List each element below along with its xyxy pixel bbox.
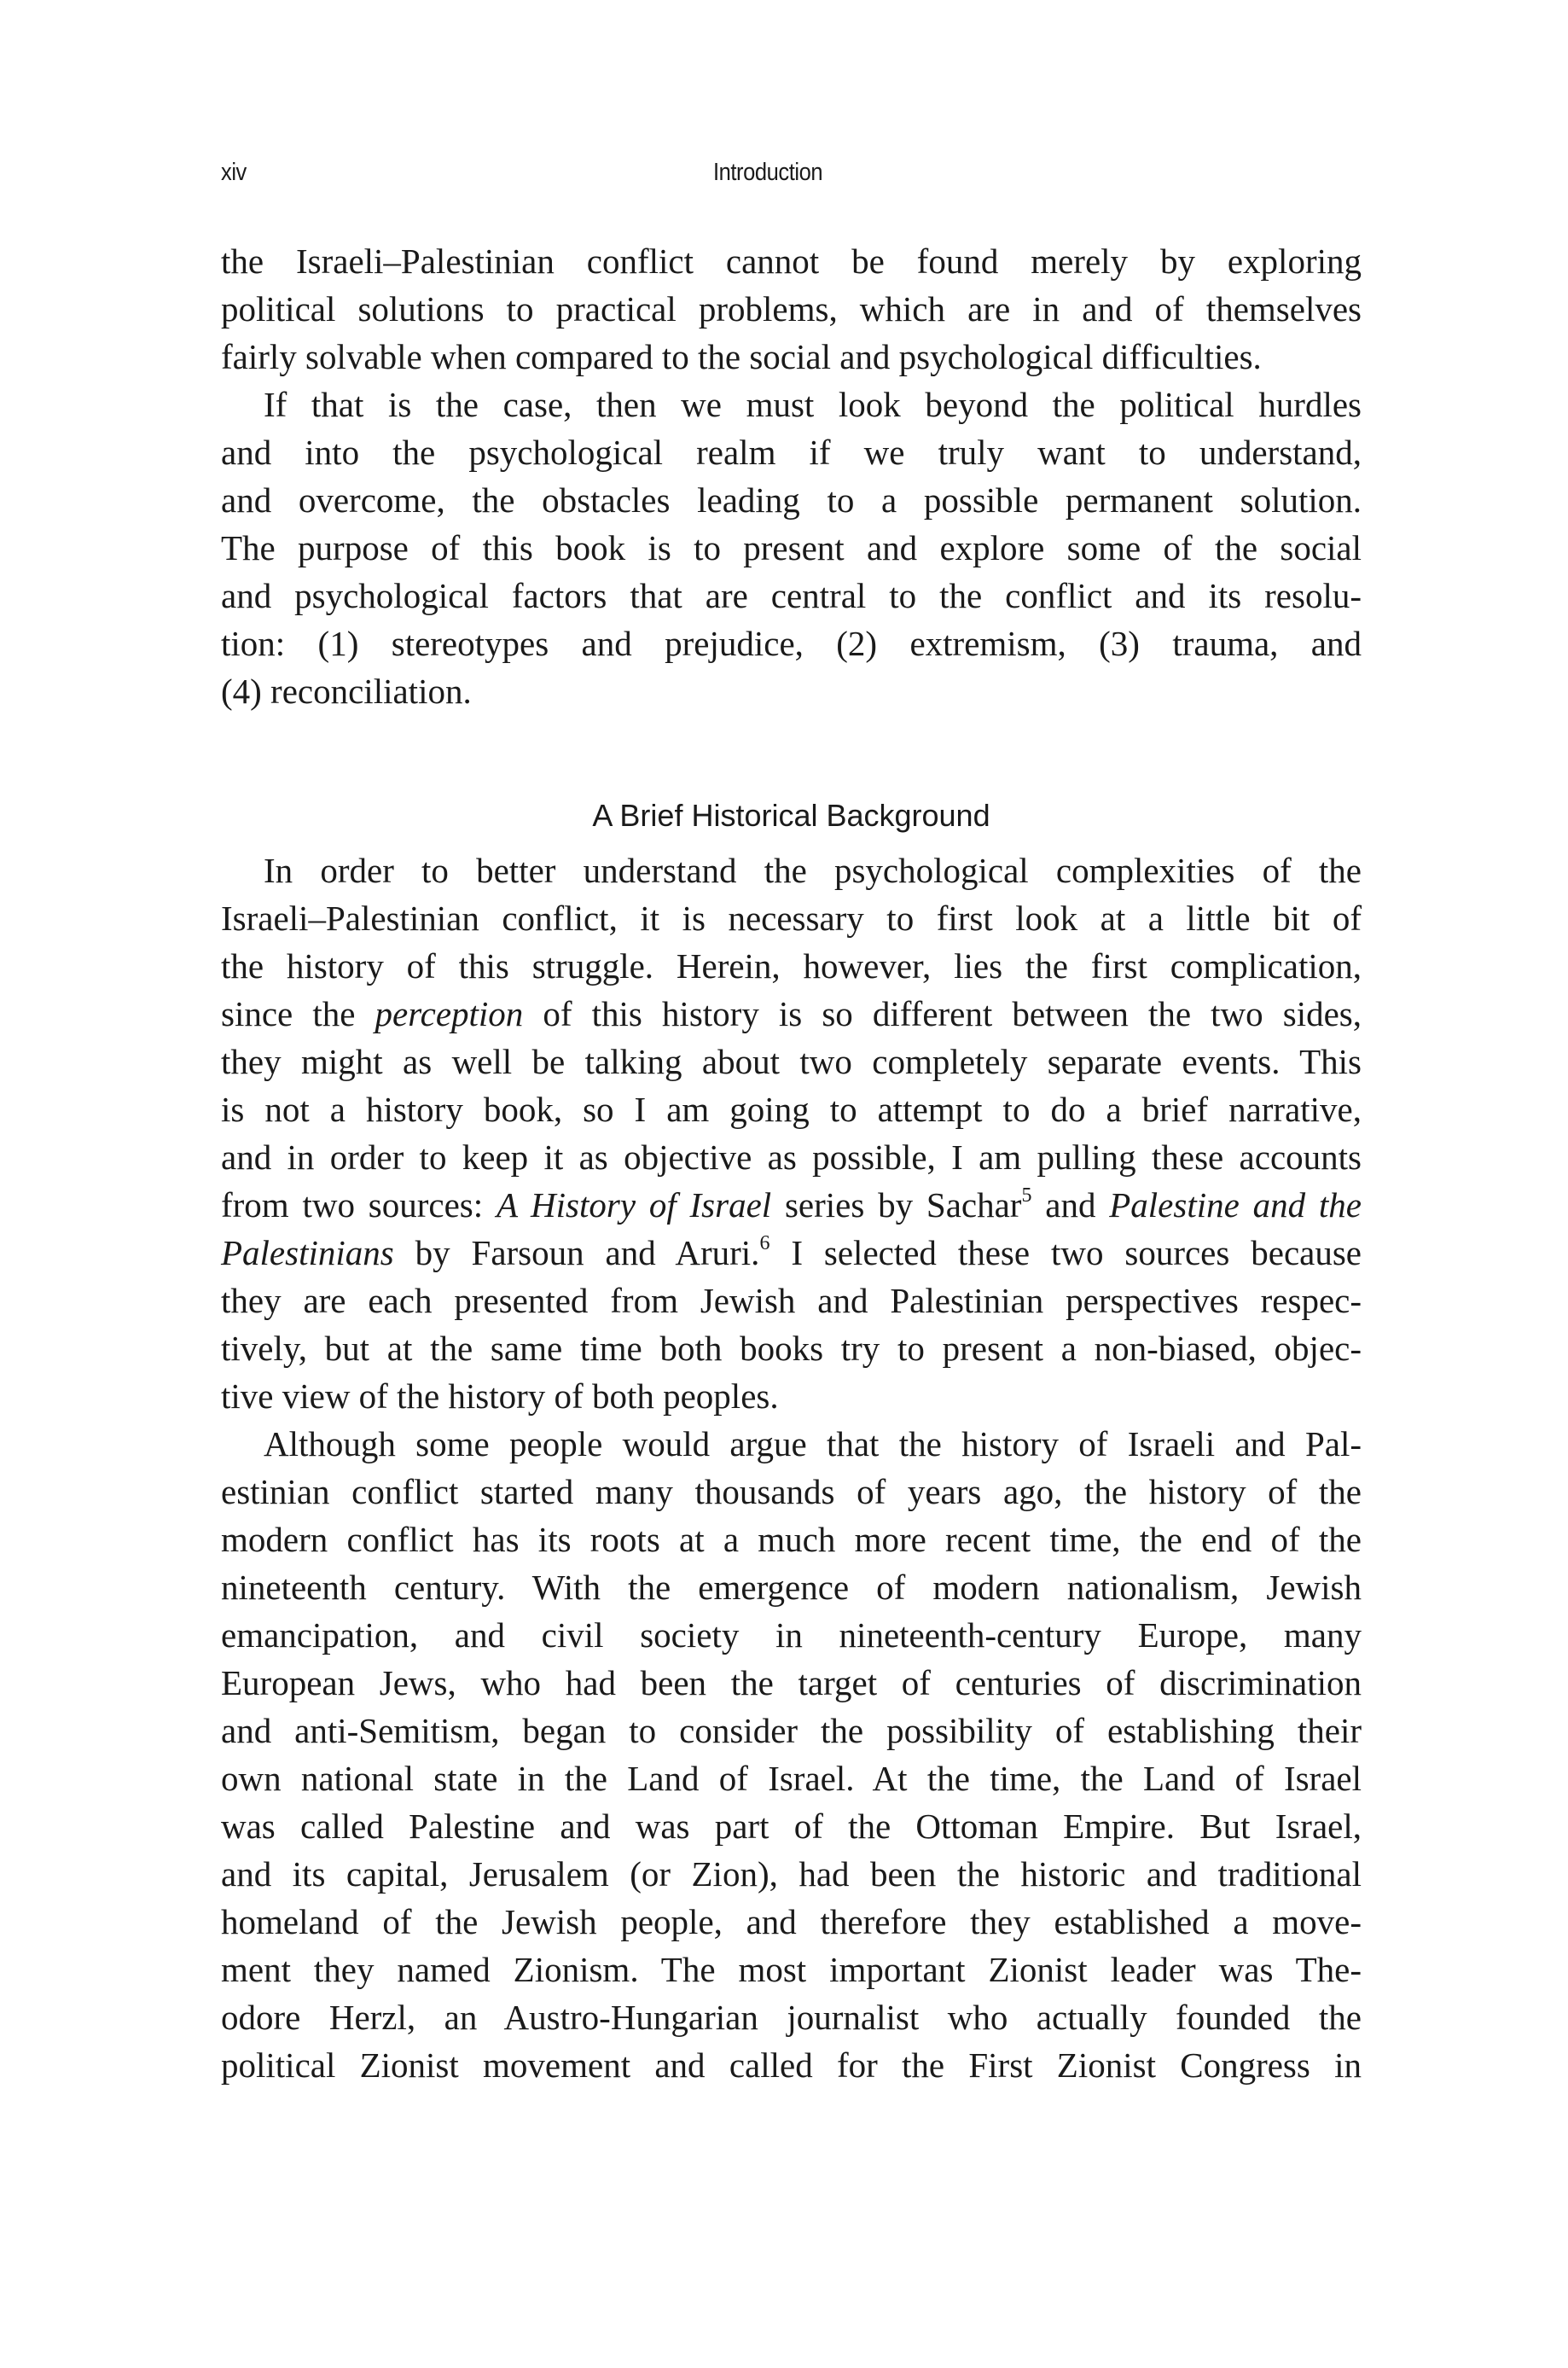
text-line bbox=[221, 1420, 1362, 1468]
text-line bbox=[221, 1850, 1362, 1898]
text-line bbox=[221, 847, 1362, 894]
text-run: and anti-Semitism, began to consider the possibility of establishing their bbox=[221, 1711, 1362, 1750]
text-line bbox=[221, 1946, 1362, 1993]
text-line bbox=[221, 381, 1362, 428]
footnote-ref: 5 bbox=[1021, 1184, 1032, 1207]
text-run: was called Palestine and was part of the Ottoman Empire. But Israel, bbox=[221, 1807, 1362, 1846]
text-run: Israeli–Palestinian conflict, it is necessary to first look at a little bit of bbox=[221, 899, 1362, 938]
text-run: they might as well be talking about two completely separate events. This bbox=[221, 1042, 1362, 1081]
text-run: and overcome, the obstacles leading to a possible permanent solution. bbox=[221, 480, 1362, 520]
text-line bbox=[221, 894, 1362, 942]
text-run: since the bbox=[221, 994, 375, 1033]
text-line bbox=[221, 1324, 1362, 1372]
text-run: tive view of the history of both peoples. bbox=[221, 1376, 779, 1416]
text-run: (4) reconciliation. bbox=[221, 672, 472, 711]
text-line bbox=[221, 333, 1362, 381]
italic-text: Palestinians bbox=[221, 1233, 394, 1272]
text-line bbox=[221, 1085, 1362, 1133]
text-run: own national state in the Land of Israel. At the time, the Land of Israel bbox=[221, 1759, 1362, 1798]
text-line bbox=[221, 667, 1362, 715]
text-line bbox=[221, 942, 1362, 990]
running-header: Introduction bbox=[713, 159, 823, 186]
italic-text: Palestine and the bbox=[1109, 1185, 1362, 1225]
text-run: tion: (1) stereotypes and prejudice, (2) extremism, (3) trauma, and bbox=[221, 624, 1362, 663]
text-run: and psychological factors that are central to the conflict and its resolu- bbox=[221, 576, 1362, 615]
text-line bbox=[221, 1707, 1362, 1754]
history-paragraphs bbox=[221, 847, 1362, 2089]
text-line bbox=[221, 1038, 1362, 1085]
text-line bbox=[221, 1133, 1362, 1181]
page-number: xiv bbox=[221, 159, 247, 186]
italic-text: perception bbox=[375, 994, 524, 1033]
text-run: modern conflict has its roots at a much more recent time, the end of the bbox=[221, 1520, 1362, 1559]
text-run: the Israeli–Palestinian conflict cannot be found merely by exploring bbox=[221, 241, 1362, 281]
text-run: If that is the case, then we must look beyond the political hurdles bbox=[264, 385, 1362, 424]
text-line bbox=[221, 476, 1362, 524]
text-run: by Farsoun and Aruri. bbox=[393, 1233, 760, 1272]
text-run: European Jews, who had been the target of centuries of discrimination bbox=[221, 1663, 1362, 1702]
text-line bbox=[221, 1468, 1362, 1516]
text-run: from two sources: bbox=[221, 1185, 497, 1225]
text-run: The purpose of this book is to present and explore some of the social bbox=[221, 528, 1362, 567]
text-run: they are each presented from Jewish and Palestinian perspectives respec- bbox=[221, 1281, 1362, 1320]
text-line bbox=[221, 285, 1362, 333]
text-line bbox=[221, 572, 1362, 620]
intro-paragraphs bbox=[221, 237, 1362, 715]
text-line bbox=[221, 1898, 1362, 1946]
text-run: In order to better understand the psychological complexities of the bbox=[264, 851, 1362, 890]
text-run: nineteenth century. With the emergence of modern nationalism, Jewish bbox=[221, 1568, 1362, 1607]
text-run: I selected these two sources because bbox=[769, 1233, 1362, 1272]
section-heading: A Brief Historical Background bbox=[592, 798, 990, 833]
text-line bbox=[221, 1516, 1362, 1563]
text-run: homeland of the Jewish people, and therefore they established a move- bbox=[221, 1902, 1362, 1941]
text-run: and bbox=[1031, 1185, 1110, 1225]
text-line bbox=[221, 1372, 1362, 1420]
text-line bbox=[221, 620, 1362, 667]
text-run: of this history is so different between the two sides, bbox=[523, 994, 1362, 1033]
text-line bbox=[221, 1611, 1362, 1659]
text-run: emancipation, and civil society in nineteenth-century Europe, many bbox=[221, 1615, 1362, 1655]
text-line bbox=[221, 237, 1362, 285]
text-line bbox=[221, 1802, 1362, 1850]
text-run: fairly solvable when compared to the social and psychological difficulties. bbox=[221, 337, 1262, 376]
text-run: estinian conflict started many thousands of years ago, the history of the bbox=[221, 1472, 1362, 1511]
text-run: and into the psychological realm if we truly want to understand, bbox=[221, 433, 1362, 472]
text-run: tively, but at the same time both books try to present a non-biased, objec- bbox=[221, 1329, 1362, 1368]
italic-text: A History of Israel bbox=[496, 1185, 772, 1225]
text-line bbox=[221, 990, 1362, 1038]
footnote-ref: 6 bbox=[759, 1232, 770, 1254]
text-line bbox=[221, 1181, 1362, 1229]
text-run: the history of this struggle. Herein, however, lies the first complication, bbox=[221, 946, 1362, 986]
text-run: is not a history book, so I am going to attempt to do a brief narrative, bbox=[221, 1090, 1362, 1129]
text-run: political solutions to practical problems, which are in and of themselves bbox=[221, 289, 1362, 329]
text-line bbox=[221, 428, 1362, 476]
text-run: Although some people would argue that the history of Israeli and Pal- bbox=[264, 1424, 1362, 1463]
text-line bbox=[221, 1754, 1362, 1802]
text-run: and in order to keep it as objective as possible, I am pulling these accounts bbox=[221, 1137, 1362, 1177]
text-line bbox=[221, 1993, 1362, 2041]
text-line bbox=[221, 1563, 1362, 1611]
text-line bbox=[221, 524, 1362, 572]
text-run: series by Sachar bbox=[771, 1185, 1022, 1225]
text-run: and its capital, Jerusalem (or Zion), had been the historic and traditional bbox=[221, 1854, 1362, 1894]
text-run: ment they named Zionism. The most important Zionist leader was The- bbox=[221, 1950, 1362, 1989]
text-line bbox=[221, 2041, 1362, 2089]
text-run: political Zionist movement and called for the First Zionist Congress in bbox=[221, 2045, 1362, 2085]
text-line bbox=[221, 1229, 1362, 1277]
text-line bbox=[221, 1277, 1362, 1324]
text-run: odore Herzl, an Austro-Hungarian journalist who actually founded the bbox=[221, 1998, 1362, 2037]
text-line bbox=[221, 1659, 1362, 1707]
